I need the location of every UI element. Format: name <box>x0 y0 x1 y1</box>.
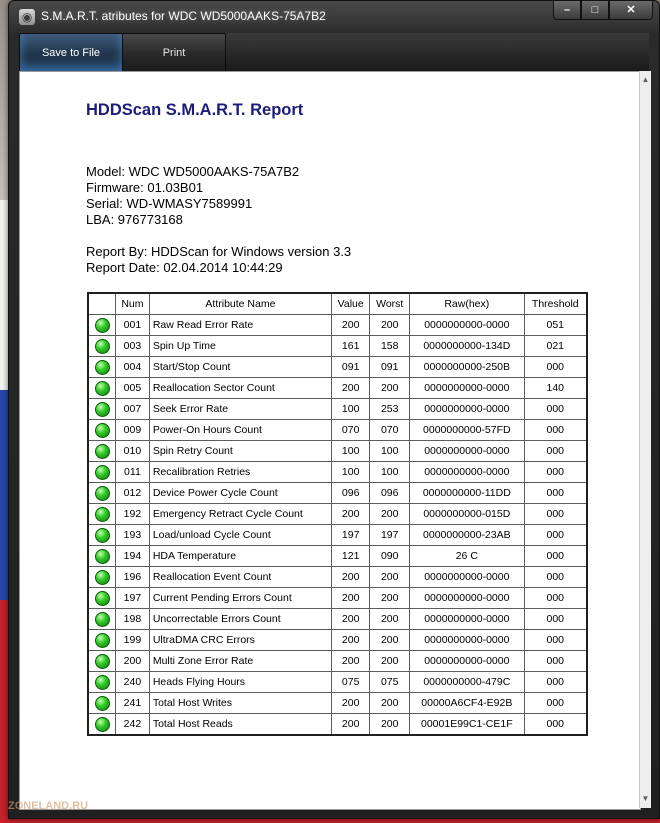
attribute-name-cell: Load/unload Cycle Count <box>149 525 331 546</box>
value-cell: 100 <box>332 399 370 420</box>
threshold-cell: 000 <box>524 567 587 588</box>
attribute-name-cell: HDA Temperature <box>149 546 331 567</box>
table-row <box>88 714 587 736</box>
raw-hex-cell: 0000000000-0000 <box>410 441 524 462</box>
window-controls <box>553 1 653 21</box>
status-ok-icon <box>95 507 110 522</box>
num-cell: 199 <box>116 630 150 651</box>
status-ok-icon <box>95 549 110 564</box>
status-ok-icon <box>95 465 110 480</box>
raw-hex-cell: 0000000000-0000 <box>410 651 524 672</box>
save-to-file-button[interactable]: Save to File <box>19 33 123 73</box>
value-cell: 200 <box>332 504 370 525</box>
table-row <box>88 483 587 504</box>
worst-cell: 253 <box>370 399 410 420</box>
worst-cell: 200 <box>370 567 410 588</box>
value-cell: 096 <box>332 483 370 504</box>
value-cell: 200 <box>332 714 370 736</box>
table-row <box>88 357 587 378</box>
status-cell <box>88 420 116 441</box>
value-cell: 200 <box>332 315 370 336</box>
raw-hex-cell: 0000000000-479C <box>410 672 524 693</box>
raw-hex-cell: 0000000000-0000 <box>410 378 524 399</box>
value-cell: 075 <box>332 672 370 693</box>
table-row <box>88 525 587 546</box>
vertical-scrollbar[interactable] <box>639 71 651 808</box>
status-ok-icon <box>95 381 110 396</box>
status-cell <box>88 714 116 736</box>
status-ok-icon <box>95 423 110 438</box>
table-row <box>88 588 587 609</box>
worst-cell: 100 <box>370 462 410 483</box>
attribute-name-cell: Device Power Cycle Count <box>149 483 331 504</box>
table-row <box>88 651 587 672</box>
model-line: Model: WDC WD5000AAKS-75A7B2 <box>86 164 300 179</box>
status-ok-icon <box>95 402 110 417</box>
num-cell: 196 <box>116 567 150 588</box>
threshold-cell: 000 <box>524 609 587 630</box>
attribute-name-cell: Multi Zone Error Rate <box>149 651 331 672</box>
status-cell <box>88 525 116 546</box>
status-ok-icon <box>95 675 110 690</box>
table-row <box>88 441 587 462</box>
status-ok-icon <box>95 360 110 375</box>
attribute-name-cell: Recalibration Retries <box>149 462 331 483</box>
attribute-name-cell: Start/Stop Count <box>149 357 331 378</box>
value-cell: 200 <box>332 588 370 609</box>
threshold-cell: 000 <box>524 399 587 420</box>
smart-attributes-window <box>8 0 660 819</box>
table-row <box>88 630 587 651</box>
worst-cell: 200 <box>370 651 410 672</box>
attribute-name-cell: Reallocation Event Count <box>149 567 331 588</box>
window-title: S.M.A.R.T. atributes for WDC WD5000AAKS-75A7B2 <box>41 9 326 23</box>
raw-hex-cell: 0000000000-0000 <box>410 315 524 336</box>
threshold-cell: 000 <box>524 462 587 483</box>
num-cell: 240 <box>116 672 150 693</box>
attribute-name-cell: Reallocation Sector Count <box>149 378 331 399</box>
close-button[interactable]: ✕ <box>609 1 653 20</box>
status-ok-icon <box>95 612 110 627</box>
value-cell: 121 <box>332 546 370 567</box>
threshold-cell: 000 <box>524 651 587 672</box>
status-ok-icon <box>95 318 110 333</box>
threshold-cell: 000 <box>524 357 587 378</box>
table-row <box>88 693 587 714</box>
status-cell <box>88 651 116 672</box>
threshold-cell: 000 <box>524 672 587 693</box>
value-cell: 100 <box>332 462 370 483</box>
status-ok-icon <box>95 528 110 543</box>
report-title: HDDScan S.M.A.R.T. Report <box>86 101 304 119</box>
threshold-cell: 000 <box>524 546 587 567</box>
status-ok-icon <box>95 654 110 669</box>
attribute-name-cell: Emergency Retract Cycle Count <box>149 504 331 525</box>
value-cell: 200 <box>332 567 370 588</box>
lba-line: LBA: 976773168 <box>86 212 183 227</box>
raw-hex-cell: 0000000000-0000 <box>410 630 524 651</box>
num-cell: 200 <box>116 651 150 672</box>
threshold-cell: 000 <box>524 630 587 651</box>
watermark: ZONELAND.RU <box>8 800 89 812</box>
raw-hex-column-header: Raw(hex) <box>410 293 524 315</box>
status-cell <box>88 315 116 336</box>
status-cell <box>88 378 116 399</box>
table-row <box>88 420 587 441</box>
status-cell <box>88 672 116 693</box>
status-cell <box>88 504 116 525</box>
threshold-cell: 000 <box>524 714 587 736</box>
threshold-cell: 000 <box>524 525 587 546</box>
firmware-line: Firmware: 01.03B01 <box>86 180 204 195</box>
num-cell: 198 <box>116 609 150 630</box>
worst-cell: 200 <box>370 714 410 736</box>
status-cell <box>88 336 116 357</box>
raw-hex-cell: 0000000000-57FD <box>410 420 524 441</box>
worst-cell: 091 <box>370 357 410 378</box>
print-button[interactable]: Print <box>122 33 226 73</box>
table-row <box>88 336 587 357</box>
num-cell: 197 <box>116 588 150 609</box>
num-cell: 007 <box>116 399 150 420</box>
serial-line: Serial: WD-WMASY7589991 <box>86 196 253 211</box>
report-date-line: Report Date: 02.04.2014 10:44:29 <box>86 260 283 275</box>
worst-column-header: Worst <box>370 293 410 315</box>
attribute-name-cell: Total Host Writes <box>149 693 331 714</box>
title-bar[interactable] <box>9 1 659 33</box>
maximize-button[interactable]: □ <box>581 1 609 20</box>
raw-hex-cell: 00001E99C1-CE1F <box>410 714 524 736</box>
worst-cell: 075 <box>370 672 410 693</box>
threshold-cell: 021 <box>524 336 587 357</box>
attribute-name-cell: Spin Up Time <box>149 336 331 357</box>
raw-hex-cell: 0000000000-11DD <box>410 483 524 504</box>
status-ok-icon <box>95 570 110 585</box>
value-cell: 161 <box>332 336 370 357</box>
table-row <box>88 504 587 525</box>
raw-hex-cell: 0000000000-015D <box>410 504 524 525</box>
status-ok-icon <box>95 591 110 606</box>
attribute-name-cell: Raw Read Error Rate <box>149 315 331 336</box>
app-icon[interactable]: ◉ <box>19 9 35 25</box>
value-cell: 200 <box>332 630 370 651</box>
num-cell: 193 <box>116 525 150 546</box>
raw-hex-cell: 0000000000-0000 <box>410 462 524 483</box>
status-ok-icon <box>95 696 110 711</box>
worst-cell: 096 <box>370 483 410 504</box>
table-row <box>88 609 587 630</box>
table-row <box>88 672 587 693</box>
raw-hex-cell: 0000000000-0000 <box>410 399 524 420</box>
raw-hex-cell: 0000000000-250B <box>410 357 524 378</box>
raw-hex-cell: 26 C <box>410 546 524 567</box>
num-column-header: Num <box>116 293 150 315</box>
raw-hex-cell: 0000000000-23AB <box>410 525 524 546</box>
threshold-cell: 051 <box>524 315 587 336</box>
threshold-column-header: Threshold <box>524 293 587 315</box>
status-ok-icon <box>95 633 110 648</box>
table-body <box>88 315 587 736</box>
table-row <box>88 462 587 483</box>
worst-cell: 070 <box>370 420 410 441</box>
attribute-name-cell: Seek Error Rate <box>149 399 331 420</box>
status-column-header <box>88 293 116 315</box>
num-cell: 001 <box>116 315 150 336</box>
raw-hex-cell: 0000000000-134D <box>410 336 524 357</box>
attribute-name-cell: Current Pending Errors Count <box>149 588 331 609</box>
raw-hex-cell: 0000000000-0000 <box>410 588 524 609</box>
toolbar <box>19 33 649 71</box>
value-column-header: Value <box>332 293 370 315</box>
num-cell: 242 <box>116 714 150 736</box>
value-cell: 200 <box>332 609 370 630</box>
worst-cell: 200 <box>370 504 410 525</box>
report-by-line: Report By: HDDScan for Windows version 3.3 <box>86 244 352 259</box>
status-cell <box>88 546 116 567</box>
minimize-button[interactable]: – <box>553 1 581 20</box>
value-cell: 091 <box>332 357 370 378</box>
num-cell: 194 <box>116 546 150 567</box>
attribute-name-cell: Total Host Reads <box>149 714 331 736</box>
threshold-cell: 000 <box>524 420 587 441</box>
attribute-name-cell: Spin Retry Count <box>149 441 331 462</box>
num-cell: 009 <box>116 420 150 441</box>
worst-cell: 158 <box>370 336 410 357</box>
status-cell <box>88 567 116 588</box>
worst-cell: 200 <box>370 588 410 609</box>
scroll-down-arrow-icon[interactable]: ▼ <box>641 794 650 803</box>
value-cell: 070 <box>332 420 370 441</box>
threshold-cell: 000 <box>524 693 587 714</box>
status-cell <box>88 399 116 420</box>
table-row <box>88 399 587 420</box>
attribute-name-column-header: Attribute Name <box>149 293 331 315</box>
worst-cell: 200 <box>370 315 410 336</box>
raw-hex-cell: 0000000000-0000 <box>410 567 524 588</box>
worst-cell: 200 <box>370 630 410 651</box>
num-cell: 010 <box>116 441 150 462</box>
worst-cell: 197 <box>370 525 410 546</box>
attribute-name-cell: Heads Flying Hours <box>149 672 331 693</box>
status-cell <box>88 357 116 378</box>
status-cell <box>88 609 116 630</box>
table-row <box>88 315 587 336</box>
num-cell: 005 <box>116 378 150 399</box>
value-cell: 200 <box>332 651 370 672</box>
threshold-cell: 140 <box>524 378 587 399</box>
status-ok-icon <box>95 486 110 501</box>
table-row <box>88 378 587 399</box>
scroll-up-arrow-icon[interactable]: ▲ <box>641 75 650 84</box>
num-cell: 241 <box>116 693 150 714</box>
status-cell <box>88 441 116 462</box>
value-cell: 200 <box>332 378 370 399</box>
attribute-name-cell: Power-On Hours Count <box>149 420 331 441</box>
worst-cell: 100 <box>370 441 410 462</box>
worst-cell: 200 <box>370 378 410 399</box>
raw-hex-cell: 0000000000-0000 <box>410 609 524 630</box>
worst-cell: 200 <box>370 693 410 714</box>
status-cell <box>88 462 116 483</box>
threshold-cell: 000 <box>524 441 587 462</box>
table-row <box>88 567 587 588</box>
num-cell: 003 <box>116 336 150 357</box>
table-header-row <box>88 293 587 315</box>
status-ok-icon <box>95 444 110 459</box>
smart-attributes-table <box>87 292 588 736</box>
threshold-cell: 000 <box>524 483 587 504</box>
table-row <box>88 546 587 567</box>
num-cell: 012 <box>116 483 150 504</box>
status-cell <box>88 693 116 714</box>
status-cell <box>88 588 116 609</box>
num-cell: 004 <box>116 357 150 378</box>
status-cell <box>88 483 116 504</box>
raw-hex-cell: 00000A6CF4-E92B <box>410 693 524 714</box>
value-cell: 197 <box>332 525 370 546</box>
value-cell: 100 <box>332 441 370 462</box>
attribute-name-cell: Uncorrectable Errors Count <box>149 609 331 630</box>
attribute-name-cell: UltraDMA CRC Errors <box>149 630 331 651</box>
num-cell: 011 <box>116 462 150 483</box>
status-ok-icon <box>95 717 110 732</box>
num-cell: 192 <box>116 504 150 525</box>
value-cell: 200 <box>332 693 370 714</box>
status-cell <box>88 630 116 651</box>
report-view[interactable] <box>19 71 641 810</box>
worst-cell: 090 <box>370 546 410 567</box>
threshold-cell: 000 <box>524 588 587 609</box>
threshold-cell: 000 <box>524 504 587 525</box>
worst-cell: 200 <box>370 609 410 630</box>
status-ok-icon <box>95 339 110 354</box>
